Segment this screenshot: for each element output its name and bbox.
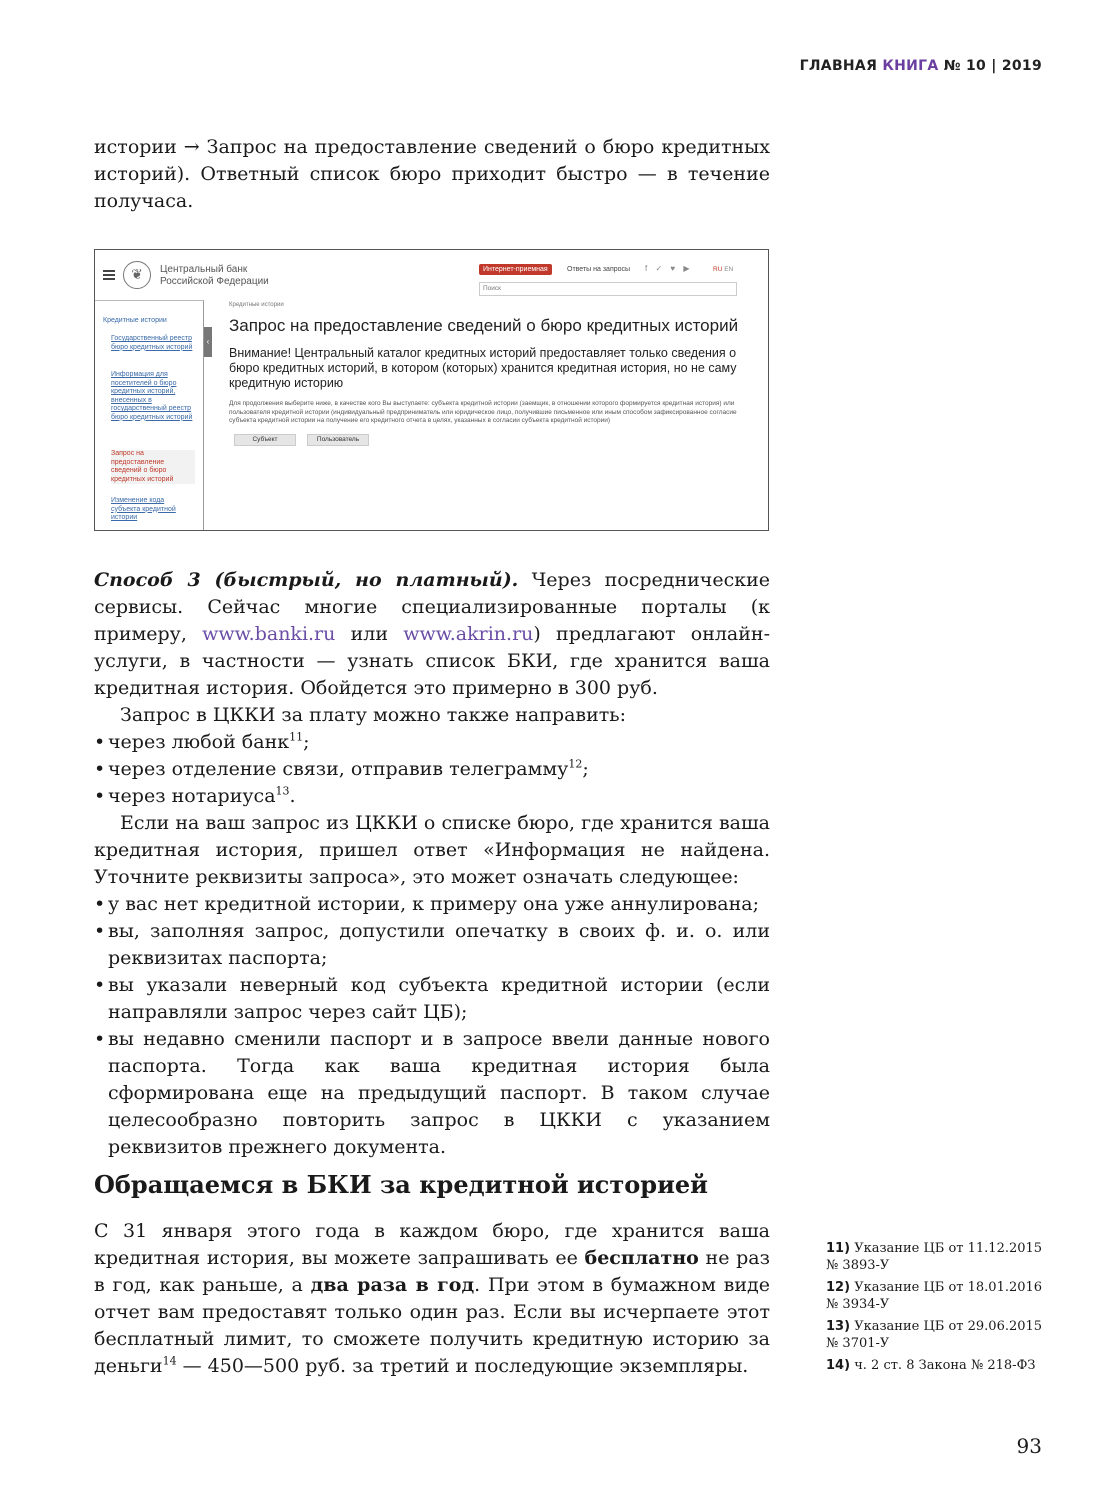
- main-content: [229, 302, 749, 426]
- bank-emblem-icon: ❦: [123, 261, 151, 289]
- lang-en[interactable]: EN: [724, 266, 734, 273]
- bank-name-line-1: Центральный банк: [160, 264, 248, 275]
- paid-request-list: [94, 729, 770, 810]
- list-item: • вы, заполняя запрос, допустили опечатку в своих ф. и. о. или реквизитах паспорта;: [94, 918, 770, 972]
- footnote-ref: 11: [289, 730, 304, 744]
- footnotes: [826, 1240, 1046, 1379]
- final-text: [94, 1218, 770, 1380]
- footnote-number: 13): [826, 1319, 851, 1334]
- final-text-4: — 450—500 руб. за третий и последующие экземпляры.: [176, 1355, 749, 1377]
- answers-link[interactable]: Ответы на запросы: [567, 266, 631, 273]
- list-item-text: через нотариуса: [108, 785, 276, 807]
- final-text-1: С 31 января этого года в каждом бюро, где хранится ваша кредитная история, вы можете запрашивать ее: [94, 1220, 770, 1269]
- social-icons[interactable]: f ✓ ♥ ▶: [645, 264, 693, 273]
- list-item: • вы указали неверный код субъекта кредитной истории (если направляли запрос через сайт ЦБ);: [94, 972, 770, 1026]
- paid-request-intro: Запрос в ЦККИ за плату можно также направить:: [120, 704, 627, 726]
- reasons-list: [94, 891, 770, 1161]
- akrin-link[interactable]: www.akrin.ru: [403, 623, 534, 645]
- bold-free: бесплатно: [584, 1247, 699, 1269]
- list-item: • у вас нет кредитной истории, к примеру она уже аннулирована;: [94, 891, 770, 918]
- sidebar-item-info[interactable]: Информация для посетителей о бюро кредитных историй, внесенных в государственный реестр бюро кредитных историй: [111, 371, 193, 421]
- footnote: [826, 1357, 1046, 1374]
- language-switch: [713, 266, 733, 273]
- warning-text: Внимание! Центральный каталог кредитных историй предоставляет только сведения о бюро кредитных историй, в котором (которых) хранится кредитная история, но не саму кредитную историю: [229, 346, 737, 390]
- list-item-end: .: [289, 785, 296, 807]
- breadcrumb[interactable]: Кредитные истории: [229, 302, 284, 308]
- footnote-text: Указание ЦБ от 11.12.2015 № 3893-У: [826, 1241, 1043, 1273]
- footnote: [826, 1318, 1046, 1352]
- main-article-text: [94, 567, 770, 1161]
- banki-link[interactable]: www.banki.ru: [202, 623, 336, 645]
- sidebar-item-request[interactable]: Запрос на предоставление сведений о бюро кредитных историй: [111, 450, 195, 484]
- page-number: 93: [1016, 1434, 1042, 1458]
- final-text-2: не раз в год, как раньше, а: [94, 1247, 770, 1296]
- site-header: [95, 250, 768, 296]
- method3-lead: Способ 3 (быстрый, но платный).: [94, 569, 519, 591]
- header-issue: № 10 | 2019: [943, 58, 1042, 74]
- method3-paragraph: [94, 567, 770, 702]
- footnote-ref: 13: [275, 784, 290, 798]
- list-item-end: ;: [303, 731, 310, 753]
- sidebar-section-title[interactable]: Кредитные истории: [103, 317, 167, 324]
- collapse-sidebar-icon[interactable]: ‹: [204, 327, 212, 357]
- method3-text-1: Через посреднические сервисы. Сейчас многие специализированные порталы (к примеру,: [94, 569, 771, 645]
- internet-reception-button[interactable]: Интернет-приемная: [479, 264, 552, 275]
- sidebar-item-code-change[interactable]: Изменение кода субъекта кредитной истории: [111, 497, 176, 521]
- method3-text-3: ) предлагают онлайн-услуги, в частности — узнать список БКИ, где хранится ваша кредитная история. Обойдется это примерно в 300 руб.: [94, 623, 771, 699]
- user-button[interactable]: Пользователь: [307, 434, 369, 446]
- bold-twice: два раза в год: [310, 1274, 475, 1296]
- header-title-accent: КНИГА: [882, 58, 939, 74]
- list-item: [94, 756, 770, 783]
- cbr-website-screenshot: [94, 249, 769, 531]
- footnote-text: ч. 2 ст. 8 Закона № 218-ФЗ: [854, 1358, 1036, 1373]
- footnote-number: 14): [826, 1358, 851, 1373]
- list-item-text: через отделение связи, отправив телеграмму: [108, 758, 569, 780]
- not-found-paragraph: Если на ваш запрос из ЦККИ о списке бюро, где хранится ваша кредитная история, пришел ответ «Информация не найдена. Уточните реквизиты запроса», это может означать следующее:: [94, 812, 770, 888]
- footnote: [826, 1240, 1046, 1274]
- sidebar: [95, 300, 210, 530]
- footnote-text: Указание ЦБ от 18.01.2016 № 3934-У: [826, 1280, 1043, 1312]
- sidebar-item-registry[interactable]: Государственный реестр бюро кредитных историй: [111, 335, 193, 351]
- page-title: Запрос на предоставление сведений о бюро кредитных историй: [229, 316, 739, 335]
- intro-text: истории → Запрос на предоставление сведений о бюро кредитных историй). Ответный список бюро приходит быстро — в течение получаса.: [94, 136, 770, 212]
- final-paragraph: [94, 1218, 770, 1380]
- search-input[interactable]: Поиск: [479, 282, 737, 296]
- bank-name-line-2: Российской Федерации: [160, 276, 269, 287]
- method3-text-2: или: [335, 623, 404, 645]
- menu-icon[interactable]: [103, 270, 115, 282]
- list-item-end: ;: [582, 758, 589, 780]
- footnote-number: 12): [826, 1280, 851, 1295]
- list-item: [94, 729, 770, 756]
- footnote-ref: 14: [162, 1354, 177, 1368]
- footnote-text: Указание ЦБ от 29.06.2015 № 3701-У: [826, 1319, 1043, 1351]
- footnote: [826, 1279, 1046, 1313]
- magazine-header: [800, 58, 1042, 74]
- list-item: [94, 783, 770, 810]
- footnote-ref: 12: [568, 757, 583, 771]
- subject-button[interactable]: Субъект: [234, 434, 296, 446]
- instructions-text: Для продолжения выберите ниже, в качестве кого Вы выступаете: субъекта кредитной истории (заемщик, в отношении которого формируется кредитная история) или пользователя кредитной истории (индивидуальный предприниматель или юридическое лицо, получившие письменное или иным способом зафиксированное согласие субъекта кредитной истории на получение его кредитного отчета в целях, указанных в согласии субъекта кредитной истории): [229, 400, 737, 424]
- header-title: ГЛАВНАЯ: [799, 58, 878, 74]
- bank-name: [160, 264, 269, 288]
- list-item: • вы недавно сменили паспорт и в запросе ввели данные нового паспорта. Тогда как ваша кредитная история была сформирована еще на предыдущий паспорт. В таком случае целесообразно повторить запрос в ЦККИ с указанием реквизитов прежнего документа.: [94, 1026, 770, 1161]
- final-text-3: . При этом в бумажном виде отчет вам предоставят только один раз. Если вы исчерпаете этот бесплатный лимит, то сможете получить кредитную историю за деньги: [94, 1274, 770, 1377]
- footnote-number: 11): [826, 1241, 851, 1256]
- lang-ru[interactable]: RU: [713, 266, 723, 273]
- list-item-text: через любой банк: [108, 731, 290, 753]
- section-heading: Обращаемся в БКИ за кредитной историей: [94, 1170, 708, 1199]
- intro-paragraph: [94, 134, 770, 215]
